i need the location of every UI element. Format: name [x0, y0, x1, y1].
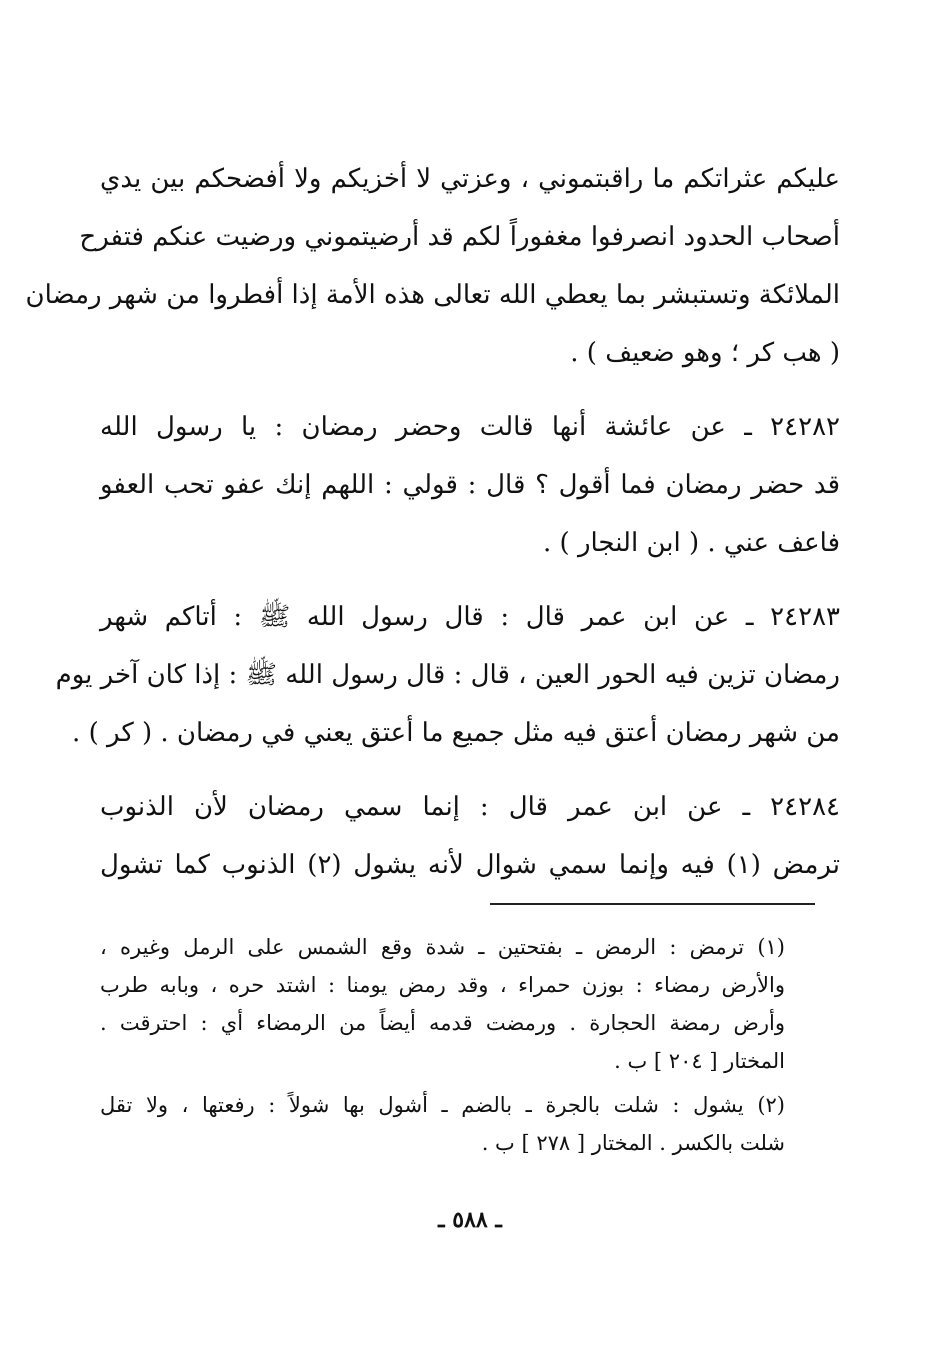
- paragraph-gap: [100, 572, 840, 588]
- text-line: رمضان تزين فيه الحور العين ، قال : قال رسول الله ﷺ : إذا كان آخر يوم: [55, 660, 840, 690]
- footnote-separator: [490, 903, 815, 905]
- page-number: ـ ٥٨٨ ـ: [438, 1207, 502, 1233]
- text-line: من شهر رمضان أعتق فيه مثل جميع ما أعتق يعني في رمضان . ( كر ) .: [72, 718, 840, 748]
- text-line: ٢٤٢٨٤ ـ عن ابن عمر قال : إنما سمي رمضان لأن الذنوب: [100, 792, 840, 822]
- main-text: [25, 150, 840, 894]
- footnote-line: وأرض رمضة الحجارة . ورمضت قدمه أيضاً من الرمضاء أي : احترقت .: [100, 1011, 785, 1035]
- text-line: أصحاب الحدود انصرفوا مغفوراً لكم قد أرضيتموني ورضيت عنكم فتفرح: [79, 222, 840, 252]
- footnote-line: والأرض رمضاء : بوزن حمراء ، وقد رمض يومنا : اشتد حره ، وبابه طرب: [100, 973, 785, 997]
- footnote-line: شلت بالكسر . المختار [ ٢٧٨ ] ب .: [481, 1131, 785, 1155]
- text-line: ترمض (١) فيه وإنما سمي شوال لأنه يشول (٢) الذنوب كما تشول: [100, 850, 840, 880]
- footnote-line: المختار [ ٢٠٤ ] ب .: [614, 1049, 785, 1073]
- paragraph-gap: [100, 382, 840, 398]
- footnote-line: (١) ترمض : الرمض ـ بفتحتين ـ شدة وقع الشمس على الرمل وغيره ،: [100, 935, 785, 959]
- text-line: قد حضر رمضان فما أقول ؟ قال : قولي : اللهم إنك عفو تحب العفو: [100, 470, 840, 500]
- text-line: ( هب كر ؛ وهو ضعيف ) .: [570, 338, 840, 368]
- footnotes: [100, 928, 785, 1162]
- text-line: ٢٤٢٨٢ ـ عن عائشة أنها قالت وحضر رمضان : يا رسول الله: [100, 412, 840, 442]
- paragraph-gap: [100, 762, 840, 778]
- text-line: ٢٤٢٨٣ ـ عن ابن عمر قال : قال رسول الله ﷺ : أتاكم شهر: [100, 602, 840, 632]
- text-line: عليكم عثراتكم ما راقبتموني ، وعزتي لا أخزيكم ولا أفضحكم بين يدي: [100, 164, 840, 194]
- footnote-line: (٢) يشول : شلت بالجرة ـ بالضم ـ أشول بها شولاً : رفعتها ، ولا تقل: [100, 1093, 785, 1117]
- text-line: الملائكة وتستبشر بما يعطي الله تعالى هذه الأمة إذا أفطروا من شهر رمضان: [25, 280, 840, 310]
- text-line: فاعف عني . ( ابن النجار ) .: [543, 528, 840, 558]
